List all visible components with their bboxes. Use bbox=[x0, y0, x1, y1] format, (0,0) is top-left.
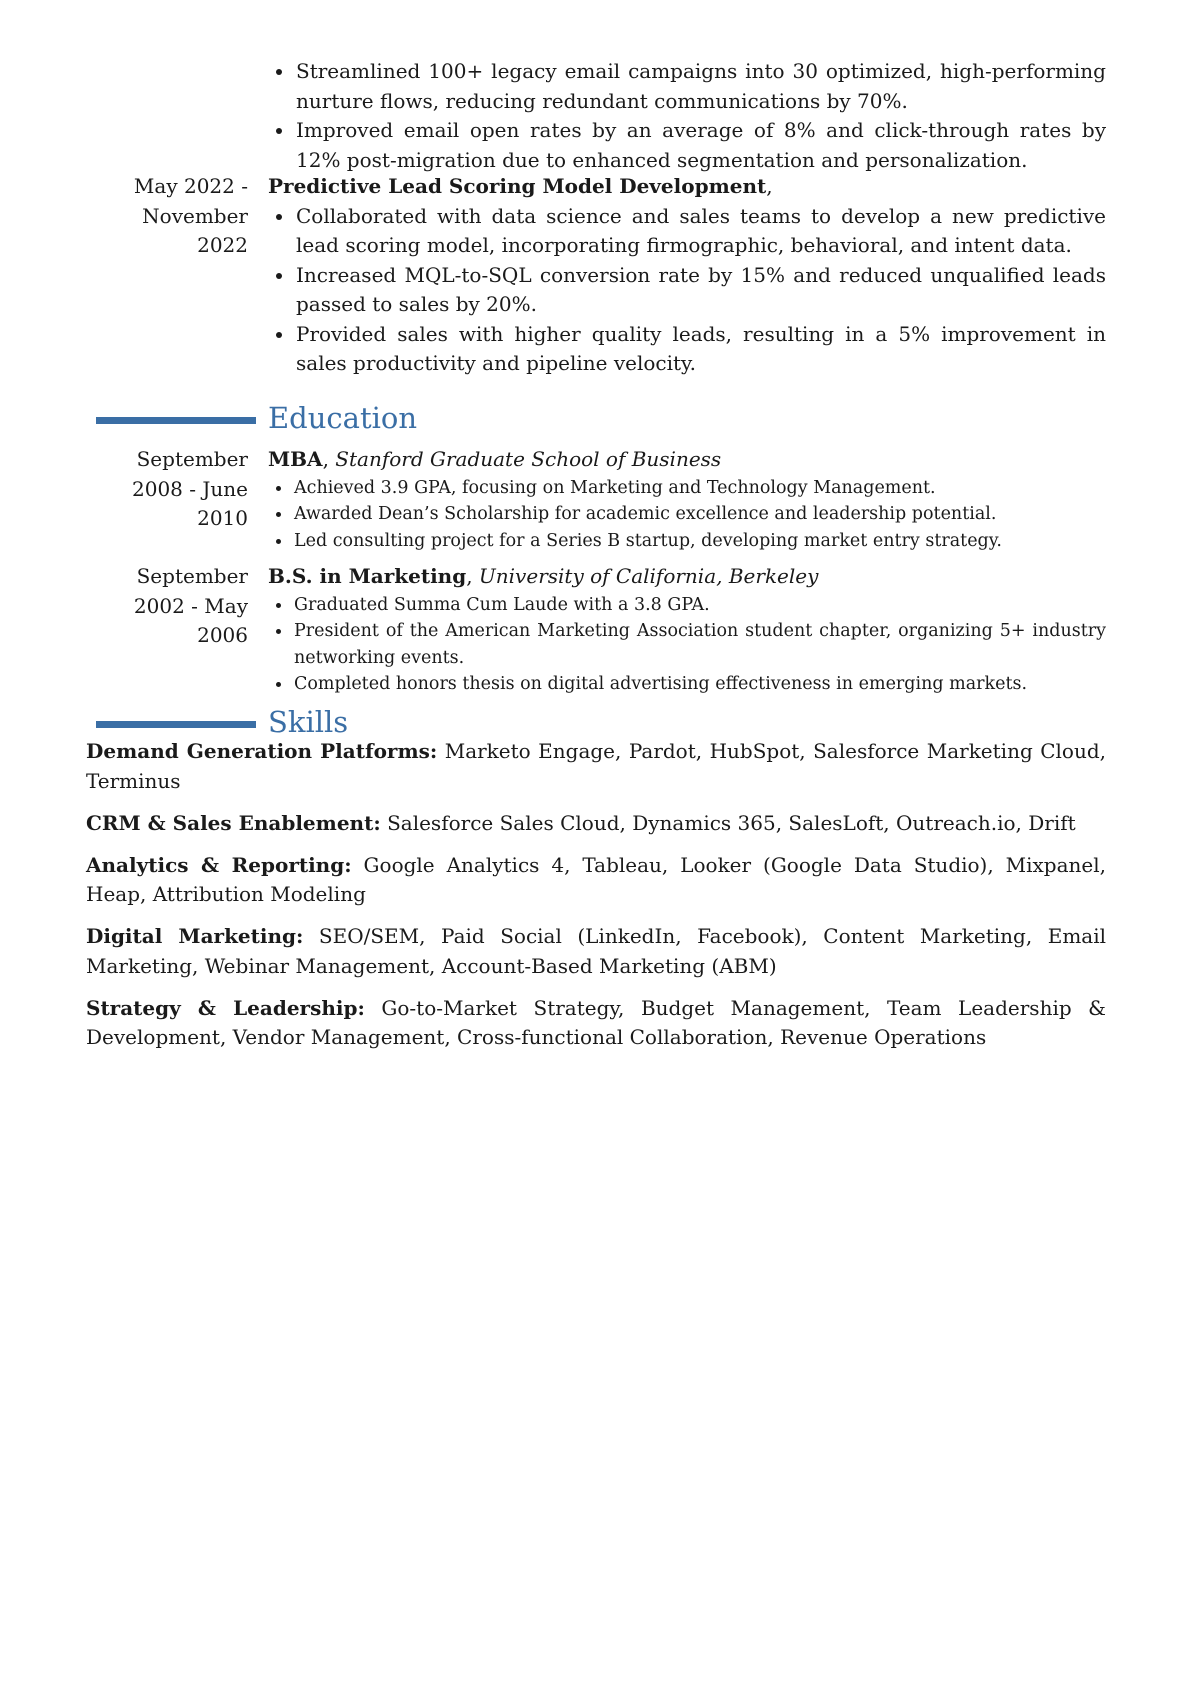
skill-row bbox=[86, 922, 1106, 981]
education-bullet-list bbox=[268, 592, 1106, 698]
skill-label: Demand Generation Platforms: bbox=[86, 739, 438, 763]
project-title: Predictive Lead Scoring Model Development bbox=[268, 174, 767, 198]
section-accent-bar bbox=[96, 417, 256, 424]
skill-row bbox=[86, 994, 1106, 1053]
list-item: Increased MQL-to-SQL conversion rate by 15% and reduced unqualified leads passed to sales by 20%. bbox=[268, 261, 1106, 320]
list-item: Graduated Summa Cum Laude with a 3.8 GPA. bbox=[268, 592, 1106, 619]
education-bullet-list bbox=[268, 475, 1106, 555]
project-title-line bbox=[268, 172, 1106, 202]
skill-value: Salesforce Sales Cloud, Dynamics 365, SalesLoft, Outreach.io, Drift bbox=[387, 810, 1076, 835]
list-item: Led consulting project for a Series B startup, developing market entry strategy. bbox=[268, 528, 1106, 555]
education-title-line bbox=[268, 562, 1106, 592]
education-date: September 2002 - May 2006 bbox=[133, 564, 248, 647]
skill-row bbox=[86, 809, 1106, 839]
experience-bullet-list bbox=[268, 57, 1106, 175]
degree-name: MBA bbox=[268, 447, 323, 471]
school-name: University of California, Berkeley bbox=[478, 564, 819, 588]
project-bullet-list bbox=[268, 202, 1106, 379]
education-section-header bbox=[96, 402, 996, 438]
education-date: September 2008 - June 2010 bbox=[132, 447, 248, 530]
skills-heading: Skills bbox=[268, 705, 349, 739]
list-item: Improved email open rates by an average of 8% and click-through rates by 12% post-migration due to enhanced segmentation and personalization. bbox=[268, 116, 1106, 175]
skill-label: Strategy & Leadership: bbox=[86, 995, 365, 1020]
skill-label: Analytics & Reporting: bbox=[86, 852, 352, 877]
skills-list bbox=[86, 737, 1106, 1065]
list-item: Collaborated with data science and sales teams to develop a new predictive lead scoring model, incorporating firmographic, behavioral, and intent data. bbox=[268, 202, 1106, 261]
list-item: Awarded Dean’s Scholarship for academic excellence and leadership potential. bbox=[268, 501, 1106, 528]
list-item: Achieved 3.9 GPA, focusing on Marketing and Technology Management. bbox=[268, 475, 1106, 502]
project-date: May 2022 - November 2022 bbox=[133, 174, 248, 257]
section-accent-bar bbox=[96, 721, 256, 728]
list-item: Streamlined 100+ legacy email campaigns into 30 optimized, high-performing nurture flows, reducing redundant communications by 70%. bbox=[268, 57, 1106, 116]
list-item: President of the American Marketing Association student chapter, organizing 5+ industry networking events. bbox=[268, 618, 1106, 671]
school-name: Stanford Graduate School of Business bbox=[335, 447, 722, 471]
education-title-line bbox=[268, 445, 1106, 475]
degree-separator: , bbox=[322, 447, 336, 471]
education-heading: Education bbox=[268, 401, 418, 435]
degree-separator: , bbox=[466, 564, 479, 588]
skill-value: Google Analytics 4, Tableau, Looker (Google Data Studio), Mixpanel, Heap, Attribution Modeling bbox=[86, 852, 1107, 906]
list-item: Provided sales with higher quality leads, resulting in a 5% improvement in sales productivity and pipeline velocity. bbox=[268, 320, 1106, 379]
skill-row bbox=[86, 851, 1106, 910]
skill-label: CRM & Sales Enablement: bbox=[86, 810, 381, 835]
skill-row bbox=[86, 737, 1106, 796]
degree-name: B.S. in Marketing bbox=[268, 564, 467, 588]
list-item: Completed honors thesis on digital advertising effectiveness in emerging markets. bbox=[268, 671, 1106, 698]
project-title-suffix: , bbox=[766, 174, 773, 198]
skill-value: SEO/SEM, Paid Social (LinkedIn, Facebook), Content Marketing, Email Marketing, Webinar Management, Account-Based Marketing (ABM) bbox=[86, 924, 1106, 978]
skill-value: Marketo Engage, Pardot, HubSpot, Salesforce Marketing Cloud, Terminus bbox=[86, 739, 1107, 793]
skill-label: Digital Marketing: bbox=[86, 924, 304, 948]
skill-value: Go-to-Market Strategy, Budget Management, Team Leadership & Development, Vendor Management, Cross-functional Collaboration, Revenue Operations bbox=[86, 995, 1106, 1049]
